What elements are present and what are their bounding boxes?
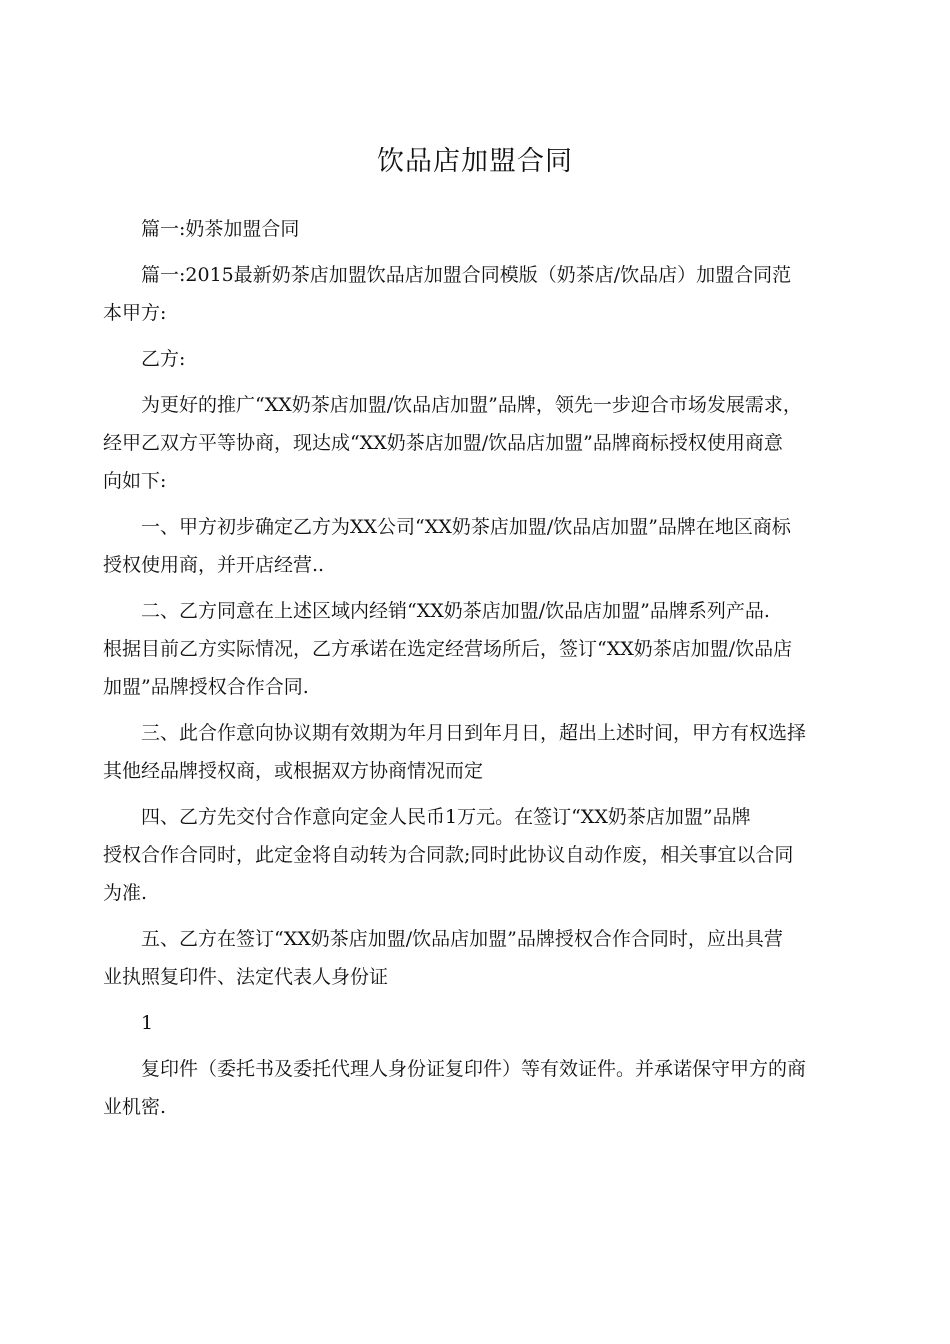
paragraph-line: 一、甲方初步确定乙方为XX公司“XX奶茶店加盟/饮品店加盟”品牌在地区商标: [141, 516, 791, 538]
paragraph: [103, 256, 851, 332]
paragraph-line: 其他经品牌授权商，或根据双方协商情况而定: [103, 760, 484, 782]
paragraph: [103, 340, 851, 378]
paragraph-line: 五、乙方在签订“XX奶茶店加盟/饮品店加盟”品牌授权合作合同时，应出具营: [141, 928, 783, 950]
paragraph: [103, 508, 851, 584]
paragraph-line: 四、乙方先交付合作意向定金人民币1万元。在签订“XX奶茶店加盟”品牌: [141, 806, 751, 828]
paragraph-line: 加盟”品牌授权合作合同.: [103, 676, 309, 698]
paragraph-line: 授权使用商，并开店经营..: [103, 554, 325, 576]
paragraph-line: 根据目前乙方实际情况，乙方承诺在选定经营场所后，签订“XX奶茶店加盟/饮品店: [103, 638, 793, 660]
paragraph: [103, 1004, 851, 1042]
paragraph-line: 复印件（委托书及委托代理人身份证复印件）等有效证件。并承诺保守甲方的商: [141, 1058, 807, 1080]
paragraph-line: 业执照复印件、法定代表人身份证: [103, 966, 389, 988]
paragraph-line: 授权合作合同时，此定金将自动转为合同款;同时此协议自动作废，相关事宜以合同: [103, 844, 794, 866]
paragraph: [103, 386, 851, 500]
paragraph: [103, 592, 851, 706]
paragraph: [103, 714, 851, 790]
paragraph-line: 乙方:: [141, 348, 186, 370]
paragraph-line: 1: [141, 1012, 154, 1034]
paragraph-line: 为更好的推广“XX奶茶店加盟/饮品店加盟”品牌，领先一步迎合市场发展需求，: [141, 394, 802, 416]
paragraph: [103, 210, 851, 248]
paragraph-line: 篇一:2015最新奶茶店加盟饮品店加盟合同模版（奶茶店/饮品店）加盟合同范: [141, 264, 792, 286]
paragraph-line: 向如下:: [103, 470, 167, 492]
paragraph-line: 篇一:奶茶加盟合同: [141, 218, 300, 240]
paragraph-line: 本甲方:: [103, 302, 167, 324]
paragraph-line: 三、此合作意向协议期有效期为年月日到年月日，超出上述时间，甲方有权选择: [141, 722, 807, 744]
paragraph: [103, 920, 851, 996]
paragraph: [103, 1050, 851, 1126]
document-body: [103, 210, 851, 1134]
paragraph-line: 业机密.: [103, 1096, 167, 1118]
paragraph: [103, 798, 851, 912]
document-title: 饮品店加盟合同: [377, 146, 573, 177]
paragraph-line: 二、乙方同意在上述区域内经销“XX奶茶店加盟/饮品店加盟”品牌系列产品.: [141, 600, 770, 622]
paragraph-line: 经甲乙双方平等协商，现达成“XX奶茶店加盟/饮品店加盟”品牌商标授权使用商意: [103, 432, 783, 454]
paragraph-line: 为准.: [103, 882, 148, 904]
